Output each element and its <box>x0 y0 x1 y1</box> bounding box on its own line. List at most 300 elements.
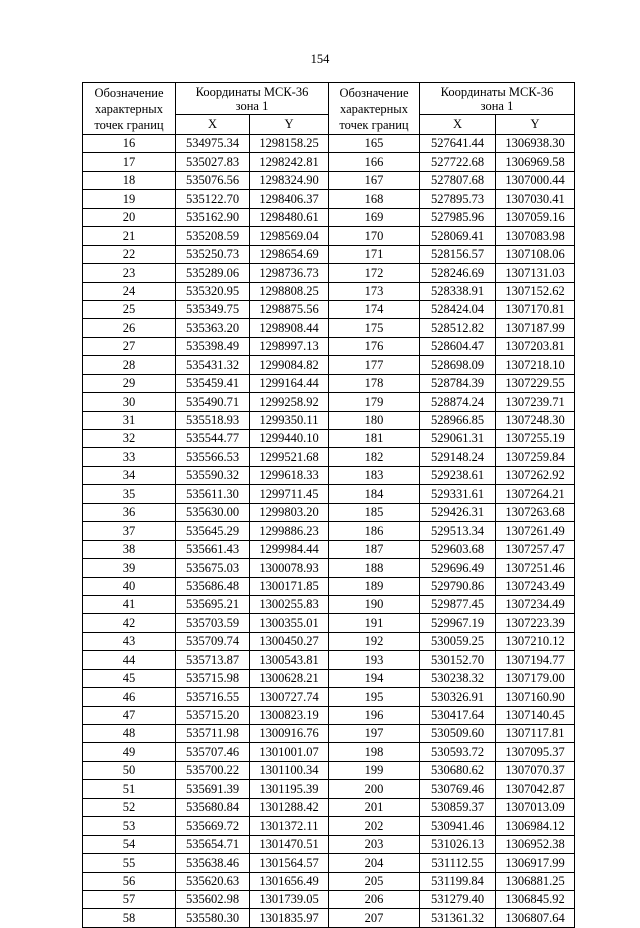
point-number-cell: 26 <box>83 319 176 337</box>
y-coordinate-cell: 1307160.90 <box>496 688 575 706</box>
x-coordinate-cell: 535398.49 <box>176 337 250 355</box>
table-row <box>83 374 575 392</box>
y-coordinate-cell: 1300727.74 <box>250 688 329 706</box>
y-coordinate-cell: 1307170.81 <box>496 300 575 318</box>
table-row <box>83 595 575 613</box>
y-coordinate-cell: 1307117.81 <box>496 725 575 743</box>
point-number-cell: 195 <box>329 688 420 706</box>
table-row <box>83 798 575 816</box>
point-number-cell: 23 <box>83 264 176 282</box>
y-coordinate-cell: 1306881.25 <box>496 872 575 890</box>
table-row <box>83 503 575 521</box>
x-coordinate-cell: 535459.41 <box>176 374 250 392</box>
x-coordinate-cell: 535490.71 <box>176 393 250 411</box>
y-coordinate-cell: 1307203.81 <box>496 337 575 355</box>
point-number-cell: 197 <box>329 725 420 743</box>
x-coordinate-cell: 530238.32 <box>420 669 496 687</box>
point-number-cell: 167 <box>329 171 420 189</box>
header-coord-line-2: зона 1 <box>480 98 514 113</box>
y-coordinate-cell: 1301288.42 <box>250 798 329 816</box>
header-point-line-3: точек границ <box>339 117 409 132</box>
header-coord-line-2: зона 1 <box>235 98 269 113</box>
header-coord-line-1: Координаты МСК-36 <box>195 84 309 99</box>
point-number-cell: 198 <box>329 743 420 761</box>
header-x-right: X <box>420 115 496 135</box>
point-number-cell: 182 <box>329 448 420 466</box>
y-coordinate-cell: 1300450.27 <box>250 632 329 650</box>
y-coordinate-cell: 1307255.19 <box>496 430 575 448</box>
table-row <box>83 854 575 872</box>
x-coordinate-cell: 535580.30 <box>176 909 250 927</box>
y-coordinate-cell: 1307257.47 <box>496 540 575 558</box>
point-number-cell: 200 <box>329 780 420 798</box>
x-coordinate-cell: 530680.62 <box>420 761 496 779</box>
table-row <box>83 688 575 706</box>
table-row <box>83 485 575 503</box>
y-coordinate-cell: 1307013.09 <box>496 798 575 816</box>
header-y-right: Y <box>496 115 575 135</box>
y-coordinate-cell: 1298654.69 <box>250 245 329 263</box>
point-number-cell: 196 <box>329 706 420 724</box>
y-coordinate-cell: 1299258.92 <box>250 393 329 411</box>
point-number-cell: 16 <box>83 135 176 153</box>
y-coordinate-cell: 1300355.01 <box>250 614 329 632</box>
table-row <box>83 227 575 245</box>
point-number-cell: 39 <box>83 559 176 577</box>
x-coordinate-cell: 535695.21 <box>176 595 250 613</box>
x-coordinate-cell: 529238.61 <box>420 466 496 484</box>
x-coordinate-cell: 529696.49 <box>420 559 496 577</box>
table-row <box>83 725 575 743</box>
point-number-cell: 177 <box>329 356 420 374</box>
x-coordinate-cell: 535590.32 <box>176 466 250 484</box>
table-row <box>83 780 575 798</box>
x-coordinate-cell: 527641.44 <box>420 135 496 153</box>
point-number-cell: 171 <box>329 245 420 263</box>
point-number-cell: 190 <box>329 595 420 613</box>
point-number-cell: 32 <box>83 430 176 448</box>
y-coordinate-cell: 1307059.16 <box>496 208 575 226</box>
x-coordinate-cell: 535208.59 <box>176 227 250 245</box>
y-coordinate-cell: 1298908.44 <box>250 319 329 337</box>
y-coordinate-cell: 1307262.92 <box>496 466 575 484</box>
x-coordinate-cell: 534975.34 <box>176 135 250 153</box>
x-coordinate-cell: 535349.75 <box>176 300 250 318</box>
header-y-left: Y <box>250 115 329 135</box>
table-row <box>83 651 575 669</box>
y-coordinate-cell: 1298997.13 <box>250 337 329 355</box>
table-row <box>83 264 575 282</box>
x-coordinate-cell: 535711.98 <box>176 725 250 743</box>
table-row <box>83 743 575 761</box>
table-row <box>83 411 575 429</box>
x-coordinate-cell: 528338.91 <box>420 282 496 300</box>
table-row <box>83 171 575 189</box>
point-number-cell: 58 <box>83 909 176 927</box>
y-coordinate-cell: 1299521.68 <box>250 448 329 466</box>
point-number-cell: 37 <box>83 522 176 540</box>
x-coordinate-cell: 530152.70 <box>420 651 496 669</box>
x-coordinate-cell: 535645.29 <box>176 522 250 540</box>
x-coordinate-cell: 528966.85 <box>420 411 496 429</box>
x-coordinate-cell: 535680.84 <box>176 798 250 816</box>
x-coordinate-cell: 528156.57 <box>420 245 496 263</box>
header-point-label-right <box>329 83 420 135</box>
y-coordinate-cell: 1306845.92 <box>496 890 575 908</box>
y-coordinate-cell: 1301564.57 <box>250 854 329 872</box>
y-coordinate-cell: 1299886.23 <box>250 522 329 540</box>
x-coordinate-cell: 535250.73 <box>176 245 250 263</box>
x-coordinate-cell: 535076.56 <box>176 171 250 189</box>
point-number-cell: 179 <box>329 393 420 411</box>
point-number-cell: 22 <box>83 245 176 263</box>
y-coordinate-cell: 1299164.44 <box>250 374 329 392</box>
y-coordinate-cell: 1307108.06 <box>496 245 575 263</box>
y-coordinate-cell: 1307239.71 <box>496 393 575 411</box>
y-coordinate-cell: 1307131.03 <box>496 264 575 282</box>
y-coordinate-cell: 1307179.00 <box>496 669 575 687</box>
x-coordinate-cell: 535566.53 <box>176 448 250 466</box>
x-coordinate-cell: 529148.24 <box>420 448 496 466</box>
x-coordinate-cell: 528604.47 <box>420 337 496 355</box>
y-coordinate-cell: 1298808.25 <box>250 282 329 300</box>
table-row <box>83 614 575 632</box>
table-row <box>83 245 575 263</box>
x-coordinate-cell: 535715.98 <box>176 669 250 687</box>
point-number-cell: 192 <box>329 632 420 650</box>
table-row <box>83 817 575 835</box>
header-coord-line-1: Координаты МСК-36 <box>440 84 554 99</box>
y-coordinate-cell: 1307264.21 <box>496 485 575 503</box>
y-coordinate-cell: 1307042.87 <box>496 780 575 798</box>
x-coordinate-cell: 530593.72 <box>420 743 496 761</box>
point-number-cell: 51 <box>83 780 176 798</box>
table-row <box>83 706 575 724</box>
x-coordinate-cell: 535602.98 <box>176 890 250 908</box>
point-number-cell: 204 <box>329 854 420 872</box>
header-point-label-left <box>83 83 176 135</box>
table-row <box>83 208 575 226</box>
point-number-cell: 205 <box>329 872 420 890</box>
x-coordinate-cell: 535431.32 <box>176 356 250 374</box>
point-number-cell: 45 <box>83 669 176 687</box>
table-row <box>83 632 575 650</box>
point-number-cell: 30 <box>83 393 176 411</box>
page-number: 154 <box>310 52 330 66</box>
y-coordinate-cell: 1307030.41 <box>496 190 575 208</box>
x-coordinate-cell: 529513.34 <box>420 522 496 540</box>
y-coordinate-cell: 1298242.81 <box>250 153 329 171</box>
point-number-cell: 188 <box>329 559 420 577</box>
y-coordinate-cell: 1307263.68 <box>496 503 575 521</box>
table-row <box>83 669 575 687</box>
table-body <box>83 135 575 928</box>
point-number-cell: 35 <box>83 485 176 503</box>
table-row <box>83 540 575 558</box>
point-number-cell: 174 <box>329 300 420 318</box>
x-coordinate-cell: 527722.68 <box>420 153 496 171</box>
y-coordinate-cell: 1306952.38 <box>496 835 575 853</box>
table-row <box>83 466 575 484</box>
x-coordinate-cell: 535638.46 <box>176 854 250 872</box>
point-number-cell: 49 <box>83 743 176 761</box>
table-row <box>83 761 575 779</box>
header-point-line-1: Обозначение <box>94 85 164 100</box>
table-row <box>83 356 575 374</box>
y-coordinate-cell: 1301372.11 <box>250 817 329 835</box>
y-coordinate-cell: 1300628.21 <box>250 669 329 687</box>
point-number-cell: 47 <box>83 706 176 724</box>
point-number-cell: 203 <box>329 835 420 853</box>
y-coordinate-cell: 1306917.99 <box>496 854 575 872</box>
point-number-cell: 54 <box>83 835 176 853</box>
x-coordinate-cell: 529603.68 <box>420 540 496 558</box>
x-coordinate-cell: 530326.91 <box>420 688 496 706</box>
header-coord-group-left <box>176 83 329 115</box>
x-coordinate-cell: 530417.64 <box>420 706 496 724</box>
x-coordinate-cell: 530059.25 <box>420 632 496 650</box>
header-x-left: X <box>176 115 250 135</box>
point-number-cell: 42 <box>83 614 176 632</box>
point-number-cell: 41 <box>83 595 176 613</box>
x-coordinate-cell: 528784.39 <box>420 374 496 392</box>
x-coordinate-cell: 535518.93 <box>176 411 250 429</box>
x-coordinate-cell: 531026.13 <box>420 835 496 853</box>
x-coordinate-cell: 529331.61 <box>420 485 496 503</box>
point-number-cell: 43 <box>83 632 176 650</box>
x-coordinate-cell: 528698.09 <box>420 356 496 374</box>
table-row <box>83 522 575 540</box>
header-point-line-2: характерных <box>95 101 163 116</box>
y-coordinate-cell: 1299350.11 <box>250 411 329 429</box>
y-coordinate-cell: 1298736.73 <box>250 264 329 282</box>
point-number-cell: 178 <box>329 374 420 392</box>
point-number-cell: 169 <box>329 208 420 226</box>
x-coordinate-cell: 535703.59 <box>176 614 250 632</box>
point-number-cell: 52 <box>83 798 176 816</box>
x-coordinate-cell: 527807.68 <box>420 171 496 189</box>
x-coordinate-cell: 535686.48 <box>176 577 250 595</box>
y-coordinate-cell: 1300916.76 <box>250 725 329 743</box>
point-number-cell: 185 <box>329 503 420 521</box>
x-coordinate-cell: 535630.00 <box>176 503 250 521</box>
x-coordinate-cell: 535611.30 <box>176 485 250 503</box>
x-coordinate-cell: 535661.43 <box>176 540 250 558</box>
table-row <box>83 282 575 300</box>
y-coordinate-cell: 1298158.25 <box>250 135 329 153</box>
table-row <box>83 909 575 927</box>
point-number-cell: 25 <box>83 300 176 318</box>
y-coordinate-cell: 1307194.77 <box>496 651 575 669</box>
x-coordinate-cell: 530859.37 <box>420 798 496 816</box>
table-row <box>83 190 575 208</box>
point-number-cell: 21 <box>83 227 176 245</box>
y-coordinate-cell: 1301739.05 <box>250 890 329 908</box>
x-coordinate-cell: 535544.77 <box>176 430 250 448</box>
header-point-line-1: Обозначение <box>339 85 409 100</box>
x-coordinate-cell: 529426.31 <box>420 503 496 521</box>
point-number-cell: 36 <box>83 503 176 521</box>
x-coordinate-cell: 528246.69 <box>420 264 496 282</box>
table-row <box>83 319 575 337</box>
x-coordinate-cell: 529967.19 <box>420 614 496 632</box>
x-coordinate-cell: 527985.96 <box>420 208 496 226</box>
x-coordinate-cell: 535709.74 <box>176 632 250 650</box>
y-coordinate-cell: 1298406.37 <box>250 190 329 208</box>
x-coordinate-cell: 535669.72 <box>176 817 250 835</box>
table-row <box>83 559 575 577</box>
x-coordinate-cell: 527895.73 <box>420 190 496 208</box>
table-row <box>83 872 575 890</box>
point-number-cell: 24 <box>83 282 176 300</box>
y-coordinate-cell: 1306807.64 <box>496 909 575 927</box>
point-number-cell: 168 <box>329 190 420 208</box>
y-coordinate-cell: 1306969.58 <box>496 153 575 171</box>
x-coordinate-cell: 529790.86 <box>420 577 496 595</box>
point-number-cell: 27 <box>83 337 176 355</box>
point-number-cell: 199 <box>329 761 420 779</box>
x-coordinate-cell: 530941.46 <box>420 817 496 835</box>
y-coordinate-cell: 1307243.49 <box>496 577 575 595</box>
y-coordinate-cell: 1301100.34 <box>250 761 329 779</box>
point-number-cell: 175 <box>329 319 420 337</box>
x-coordinate-cell: 535027.83 <box>176 153 250 171</box>
y-coordinate-cell: 1307234.49 <box>496 595 575 613</box>
point-number-cell: 28 <box>83 356 176 374</box>
point-number-cell: 19 <box>83 190 176 208</box>
x-coordinate-cell: 528512.82 <box>420 319 496 337</box>
point-number-cell: 187 <box>329 540 420 558</box>
table-row <box>83 393 575 411</box>
y-coordinate-cell: 1300823.19 <box>250 706 329 724</box>
x-coordinate-cell: 535363.20 <box>176 319 250 337</box>
point-number-cell: 29 <box>83 374 176 392</box>
y-coordinate-cell: 1299440.10 <box>250 430 329 448</box>
point-number-cell: 18 <box>83 171 176 189</box>
table-row <box>83 835 575 853</box>
x-coordinate-cell: 535620.63 <box>176 872 250 890</box>
y-coordinate-cell: 1307251.46 <box>496 559 575 577</box>
x-coordinate-cell: 529061.31 <box>420 430 496 448</box>
x-coordinate-cell: 535162.90 <box>176 208 250 226</box>
point-number-cell: 181 <box>329 430 420 448</box>
y-coordinate-cell: 1298569.04 <box>250 227 329 245</box>
y-coordinate-cell: 1307223.39 <box>496 614 575 632</box>
x-coordinate-cell: 535320.95 <box>176 282 250 300</box>
y-coordinate-cell: 1307000.44 <box>496 171 575 189</box>
table-row <box>83 135 575 153</box>
y-coordinate-cell: 1307187.99 <box>496 319 575 337</box>
y-coordinate-cell: 1300543.81 <box>250 651 329 669</box>
y-coordinate-cell: 1307152.62 <box>496 282 575 300</box>
point-number-cell: 165 <box>329 135 420 153</box>
point-number-cell: 180 <box>329 411 420 429</box>
point-number-cell: 201 <box>329 798 420 816</box>
point-number-cell: 50 <box>83 761 176 779</box>
x-coordinate-cell: 535122.70 <box>176 190 250 208</box>
y-coordinate-cell: 1301195.39 <box>250 780 329 798</box>
point-number-cell: 55 <box>83 854 176 872</box>
point-number-cell: 31 <box>83 411 176 429</box>
x-coordinate-cell: 528874.24 <box>420 393 496 411</box>
point-number-cell: 189 <box>329 577 420 595</box>
table-row <box>83 337 575 355</box>
y-coordinate-cell: 1307218.10 <box>496 356 575 374</box>
header-point-line-3: точек границ <box>94 117 164 132</box>
y-coordinate-cell: 1300255.83 <box>250 595 329 613</box>
x-coordinate-cell: 535700.22 <box>176 761 250 779</box>
y-coordinate-cell: 1299618.33 <box>250 466 329 484</box>
point-number-cell: 53 <box>83 817 176 835</box>
y-coordinate-cell: 1307095.37 <box>496 743 575 761</box>
table-row <box>83 448 575 466</box>
y-coordinate-cell: 1307210.12 <box>496 632 575 650</box>
y-coordinate-cell: 1306938.30 <box>496 135 575 153</box>
y-coordinate-cell: 1307083.98 <box>496 227 575 245</box>
point-number-cell: 17 <box>83 153 176 171</box>
y-coordinate-cell: 1298875.56 <box>250 300 329 318</box>
x-coordinate-cell: 535691.39 <box>176 780 250 798</box>
y-coordinate-cell: 1298324.90 <box>250 171 329 189</box>
point-number-cell: 176 <box>329 337 420 355</box>
y-coordinate-cell: 1299711.45 <box>250 485 329 503</box>
point-number-cell: 170 <box>329 227 420 245</box>
x-coordinate-cell: 535715.20 <box>176 706 250 724</box>
x-coordinate-cell: 528069.41 <box>420 227 496 245</box>
point-number-cell: 33 <box>83 448 176 466</box>
x-coordinate-cell: 528424.04 <box>420 300 496 318</box>
x-coordinate-cell: 531112.55 <box>420 854 496 872</box>
x-coordinate-cell: 535713.87 <box>176 651 250 669</box>
y-coordinate-cell: 1301470.51 <box>250 835 329 853</box>
point-number-cell: 48 <box>83 725 176 743</box>
point-number-cell: 20 <box>83 208 176 226</box>
y-coordinate-cell: 1299084.82 <box>250 356 329 374</box>
x-coordinate-cell: 535289.06 <box>176 264 250 282</box>
y-coordinate-cell: 1301656.49 <box>250 872 329 890</box>
point-number-cell: 173 <box>329 282 420 300</box>
table-row <box>83 300 575 318</box>
coordinates-table <box>82 82 575 928</box>
y-coordinate-cell: 1307070.37 <box>496 761 575 779</box>
y-coordinate-cell: 1301001.07 <box>250 743 329 761</box>
point-number-cell: 186 <box>329 522 420 540</box>
point-number-cell: 166 <box>329 153 420 171</box>
point-number-cell: 193 <box>329 651 420 669</box>
y-coordinate-cell: 1307261.49 <box>496 522 575 540</box>
x-coordinate-cell: 535716.55 <box>176 688 250 706</box>
point-number-cell: 194 <box>329 669 420 687</box>
point-number-cell: 184 <box>329 485 420 503</box>
x-coordinate-cell: 531279.40 <box>420 890 496 908</box>
point-number-cell: 38 <box>83 540 176 558</box>
point-number-cell: 202 <box>329 817 420 835</box>
y-coordinate-cell: 1307248.30 <box>496 411 575 429</box>
x-coordinate-cell: 535675.03 <box>176 559 250 577</box>
y-coordinate-cell: 1307259.84 <box>496 448 575 466</box>
point-number-cell: 207 <box>329 909 420 927</box>
point-number-cell: 206 <box>329 890 420 908</box>
y-coordinate-cell: 1307140.45 <box>496 706 575 724</box>
point-number-cell: 57 <box>83 890 176 908</box>
x-coordinate-cell: 531361.32 <box>420 909 496 927</box>
point-number-cell: 56 <box>83 872 176 890</box>
y-coordinate-cell: 1299803.20 <box>250 503 329 521</box>
y-coordinate-cell: 1300078.93 <box>250 559 329 577</box>
y-coordinate-cell: 1299984.44 <box>250 540 329 558</box>
table-row <box>83 890 575 908</box>
point-number-cell: 40 <box>83 577 176 595</box>
